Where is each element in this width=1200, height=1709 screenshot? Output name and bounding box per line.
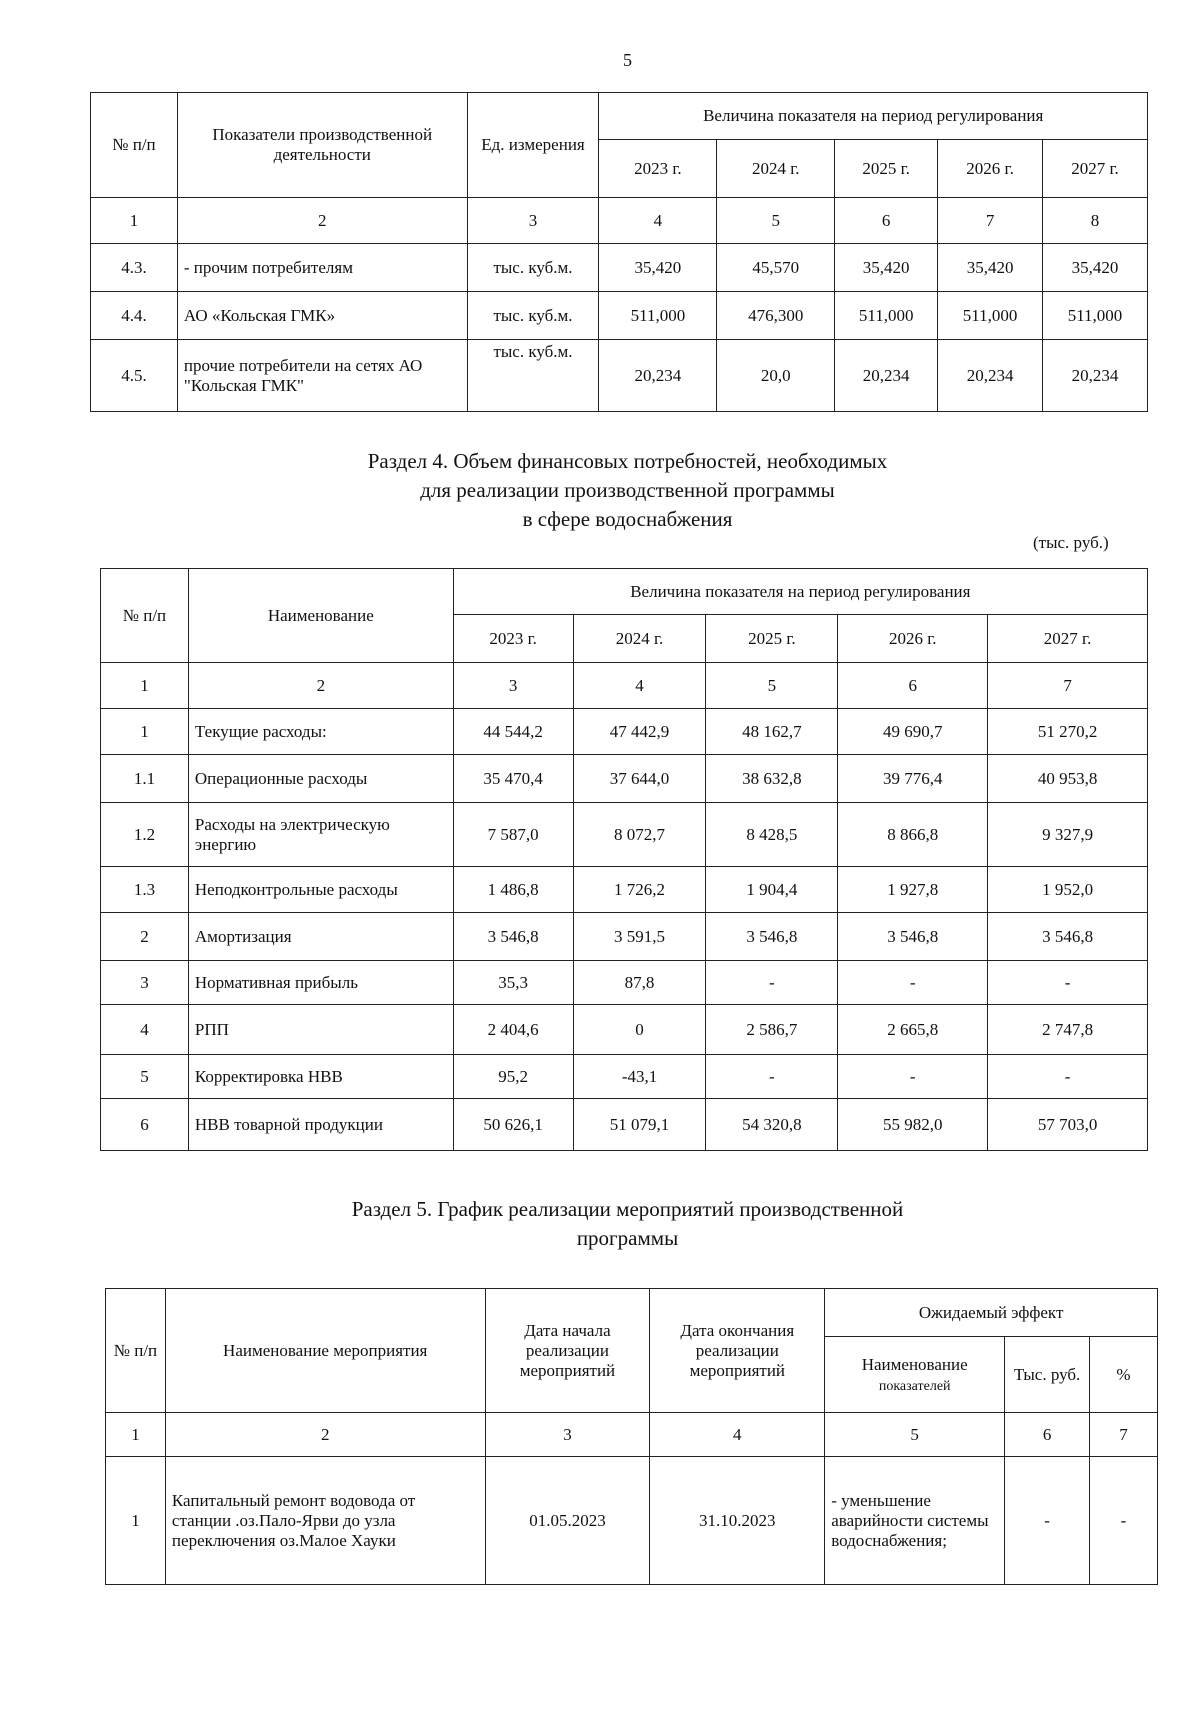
row-value: 1 486,8 (453, 867, 573, 913)
row-end-date: 31.10.2023 (650, 1457, 825, 1585)
row-value: 50 626,1 (453, 1099, 573, 1151)
row-number: 1.1 (101, 755, 189, 803)
header-effect-name-main: Наименование (861, 1354, 968, 1374)
row-value: 39 776,4 (838, 755, 988, 803)
header-effect-name (825, 1337, 1005, 1413)
row-value: - (988, 1055, 1148, 1099)
row-name: Неподконтрольные расходы (188, 867, 453, 913)
column-number: 6 (835, 198, 938, 244)
row-value: 35,420 (835, 244, 938, 292)
row-number: 5 (101, 1055, 189, 1099)
section4-title (0, 447, 1200, 534)
table-row (91, 292, 1148, 340)
row-value: 87,8 (573, 961, 706, 1005)
row-value: - (988, 961, 1148, 1005)
table-row (106, 1457, 1158, 1585)
table-row (101, 709, 1148, 755)
table-row (101, 1005, 1148, 1055)
row-value: 47 442,9 (573, 709, 706, 755)
row-value: - (706, 1055, 838, 1099)
row-value: 2 404,6 (453, 1005, 573, 1055)
row-value: 40 953,8 (988, 755, 1148, 803)
row-value: 20,234 (599, 340, 717, 412)
table-row (101, 961, 1148, 1005)
column-number: 4 (650, 1413, 825, 1457)
financial-needs-table (100, 568, 1148, 1151)
row-effect-rub: - (1005, 1457, 1090, 1585)
header-num: № п/п (91, 93, 178, 198)
row-value: - (706, 961, 838, 1005)
header-year: 2027 г. (1043, 140, 1148, 198)
row-value: 35,420 (938, 244, 1043, 292)
column-number: 6 (838, 663, 988, 709)
row-value: 2 586,7 (706, 1005, 838, 1055)
column-number: 7 (1090, 1413, 1158, 1457)
row-number: 1 (106, 1457, 166, 1585)
row-indicator: - прочим потребителям (177, 244, 467, 292)
row-start-date: 01.05.2023 (485, 1457, 650, 1585)
section5-title-line: программы (576, 1226, 679, 1250)
row-value: 3 546,8 (706, 913, 838, 961)
row-effect: - уменьшение аварийности системы водоснабжения; (825, 1457, 1005, 1585)
section4-title-line: для реализации производственной программы (420, 478, 835, 502)
row-value: 20,234 (835, 340, 938, 412)
row-value: 2 747,8 (988, 1005, 1148, 1055)
row-value: 511,000 (835, 292, 938, 340)
table-row (91, 340, 1148, 412)
row-number: 4 (101, 1005, 189, 1055)
row-number: 4.4. (91, 292, 178, 340)
row-name: Расходы на электрическую энергию (188, 803, 453, 867)
row-value: 3 546,8 (838, 913, 988, 961)
row-value: 7 587,0 (453, 803, 573, 867)
row-value: 8 072,7 (573, 803, 706, 867)
row-name: Операционные расходы (188, 755, 453, 803)
table-row (101, 867, 1148, 913)
header-year: 2024 г. (573, 615, 706, 663)
header-period: Величина показателя на период регулирования (453, 569, 1147, 615)
column-number: 1 (91, 198, 178, 244)
header-effect-rub: Тыс. руб. (1005, 1337, 1090, 1413)
row-value: 8 866,8 (838, 803, 988, 867)
row-value: 49 690,7 (838, 709, 988, 755)
column-number: 5 (706, 663, 838, 709)
row-value: 57 703,0 (988, 1099, 1148, 1151)
row-name: Корректировка НВВ (188, 1055, 453, 1099)
row-name: Капитальный ремонт водовода от станции .оз.Пало-Ярви до узла переключения оз.Малое Хауки (165, 1457, 485, 1585)
row-number: 2 (101, 913, 189, 961)
header-year: 2024 г. (717, 140, 835, 198)
row-name: Амортизация (188, 913, 453, 961)
section4-title-line: Раздел 4. Объем финансовых потребностей, необходимых (367, 449, 888, 473)
row-name: НВВ товарной продукции (188, 1099, 453, 1151)
header-indicator: Показатели производственной деятельности (177, 93, 467, 198)
header-num: № п/п (101, 569, 189, 663)
table-row (101, 913, 1148, 961)
row-name: Нормативная прибыль (188, 961, 453, 1005)
header-year: 2025 г. (706, 615, 838, 663)
column-number: 2 (165, 1413, 485, 1457)
row-value: 1 726,2 (573, 867, 706, 913)
column-number: 3 (467, 198, 599, 244)
row-value: 476,300 (717, 292, 835, 340)
schedule-table (105, 1288, 1158, 1585)
header-name: Наименование (188, 569, 453, 663)
row-number: 4.3. (91, 244, 178, 292)
table-row (101, 1099, 1148, 1151)
header-name: Наименование мероприятия (165, 1289, 485, 1413)
row-effect-pct: - (1090, 1457, 1158, 1585)
row-indicator: прочие потребители на сетях АО "Кольская ГМК" (177, 340, 467, 412)
row-value: 35,420 (599, 244, 717, 292)
row-unit: тыс. куб.м. (467, 244, 599, 292)
table-row (91, 244, 1148, 292)
header-year: 2025 г. (835, 140, 938, 198)
row-indicator: АО «Кольская ГМК» (177, 292, 467, 340)
page-number: 5 (623, 50, 632, 70)
row-value: 1 927,8 (838, 867, 988, 913)
header-year: 2023 г. (453, 615, 573, 663)
section4-title-line: в сфере водоснабжения (522, 507, 733, 531)
column-number: 1 (101, 663, 189, 709)
header-period: Величина показателя на период регулирования (599, 93, 1148, 140)
row-number: 1.2 (101, 803, 189, 867)
header-year: 2027 г. (988, 615, 1148, 663)
row-value: 48 162,7 (706, 709, 838, 755)
row-value: 0 (573, 1005, 706, 1055)
row-value: 51 270,2 (988, 709, 1148, 755)
header-effect-name-sub: показателей (878, 1378, 951, 1394)
column-number: 4 (599, 198, 717, 244)
column-number: 8 (1043, 198, 1148, 244)
row-value: 95,2 (453, 1055, 573, 1099)
row-value: 3 546,8 (453, 913, 573, 961)
header-effect-pct: % (1090, 1337, 1158, 1413)
header-effect: Ожидаемый эффект (825, 1289, 1158, 1337)
row-unit: тыс. куб.м. (467, 340, 599, 412)
section5-title-line: Раздел 5. График реализации мероприятий производственной (351, 1197, 904, 1221)
column-number: 7 (938, 198, 1043, 244)
header-year: 2026 г. (838, 615, 988, 663)
table-row (101, 1055, 1148, 1099)
row-value: 9 327,9 (988, 803, 1148, 867)
row-unit: тыс. куб.м. (467, 292, 599, 340)
row-value: 8 428,5 (706, 803, 838, 867)
row-value: 3 546,8 (988, 913, 1148, 961)
row-value: 54 320,8 (706, 1099, 838, 1151)
production-indicators-table (90, 92, 1148, 412)
row-number: 1 (101, 709, 189, 755)
column-number: 7 (988, 663, 1148, 709)
row-value: 35,3 (453, 961, 573, 1005)
column-number: 3 (453, 663, 573, 709)
row-number: 4.5. (91, 340, 178, 412)
row-number: 3 (101, 961, 189, 1005)
header-end: Дата окончания реализации мероприятий (650, 1289, 825, 1413)
row-value: 45,570 (717, 244, 835, 292)
row-value: 2 665,8 (838, 1005, 988, 1055)
header-year: 2026 г. (938, 140, 1043, 198)
row-value: 1 952,0 (988, 867, 1148, 913)
table-row (101, 755, 1148, 803)
row-number: 6 (101, 1099, 189, 1151)
row-name: РПП (188, 1005, 453, 1055)
column-number: 5 (825, 1413, 1005, 1457)
row-value: - (838, 961, 988, 1005)
column-number: 4 (573, 663, 706, 709)
table-row (101, 803, 1148, 867)
row-value: 511,000 (1043, 292, 1148, 340)
row-value: -43,1 (573, 1055, 706, 1099)
header-unit: Ед. измерения (467, 93, 599, 198)
row-value: 44 544,2 (453, 709, 573, 755)
row-value: 55 982,0 (838, 1099, 988, 1151)
unit-note: (тыс. руб.) (1033, 533, 1109, 552)
header-year: 2023 г. (599, 140, 717, 198)
row-value: 51 079,1 (573, 1099, 706, 1151)
column-number: 3 (485, 1413, 650, 1457)
header-num: № п/п (106, 1289, 166, 1413)
header-start: Дата начала реализации мероприятий (485, 1289, 650, 1413)
column-number: 1 (106, 1413, 166, 1457)
section5-title (0, 1195, 1200, 1253)
row-value: 20,234 (938, 340, 1043, 412)
column-number: 6 (1005, 1413, 1090, 1457)
row-value: 511,000 (938, 292, 1043, 340)
row-name: Текущие расходы: (188, 709, 453, 755)
row-value: 35 470,4 (453, 755, 573, 803)
row-value: 20,234 (1043, 340, 1148, 412)
row-value: 35,420 (1043, 244, 1148, 292)
row-value: 1 904,4 (706, 867, 838, 913)
row-value: 3 591,5 (573, 913, 706, 961)
row-value: 38 632,8 (706, 755, 838, 803)
column-number: 5 (717, 198, 835, 244)
column-number: 2 (177, 198, 467, 244)
column-number: 2 (188, 663, 453, 709)
row-value: 37 644,0 (573, 755, 706, 803)
row-value: - (838, 1055, 988, 1099)
row-number: 1.3 (101, 867, 189, 913)
row-value: 511,000 (599, 292, 717, 340)
row-value: 20,0 (717, 340, 835, 412)
